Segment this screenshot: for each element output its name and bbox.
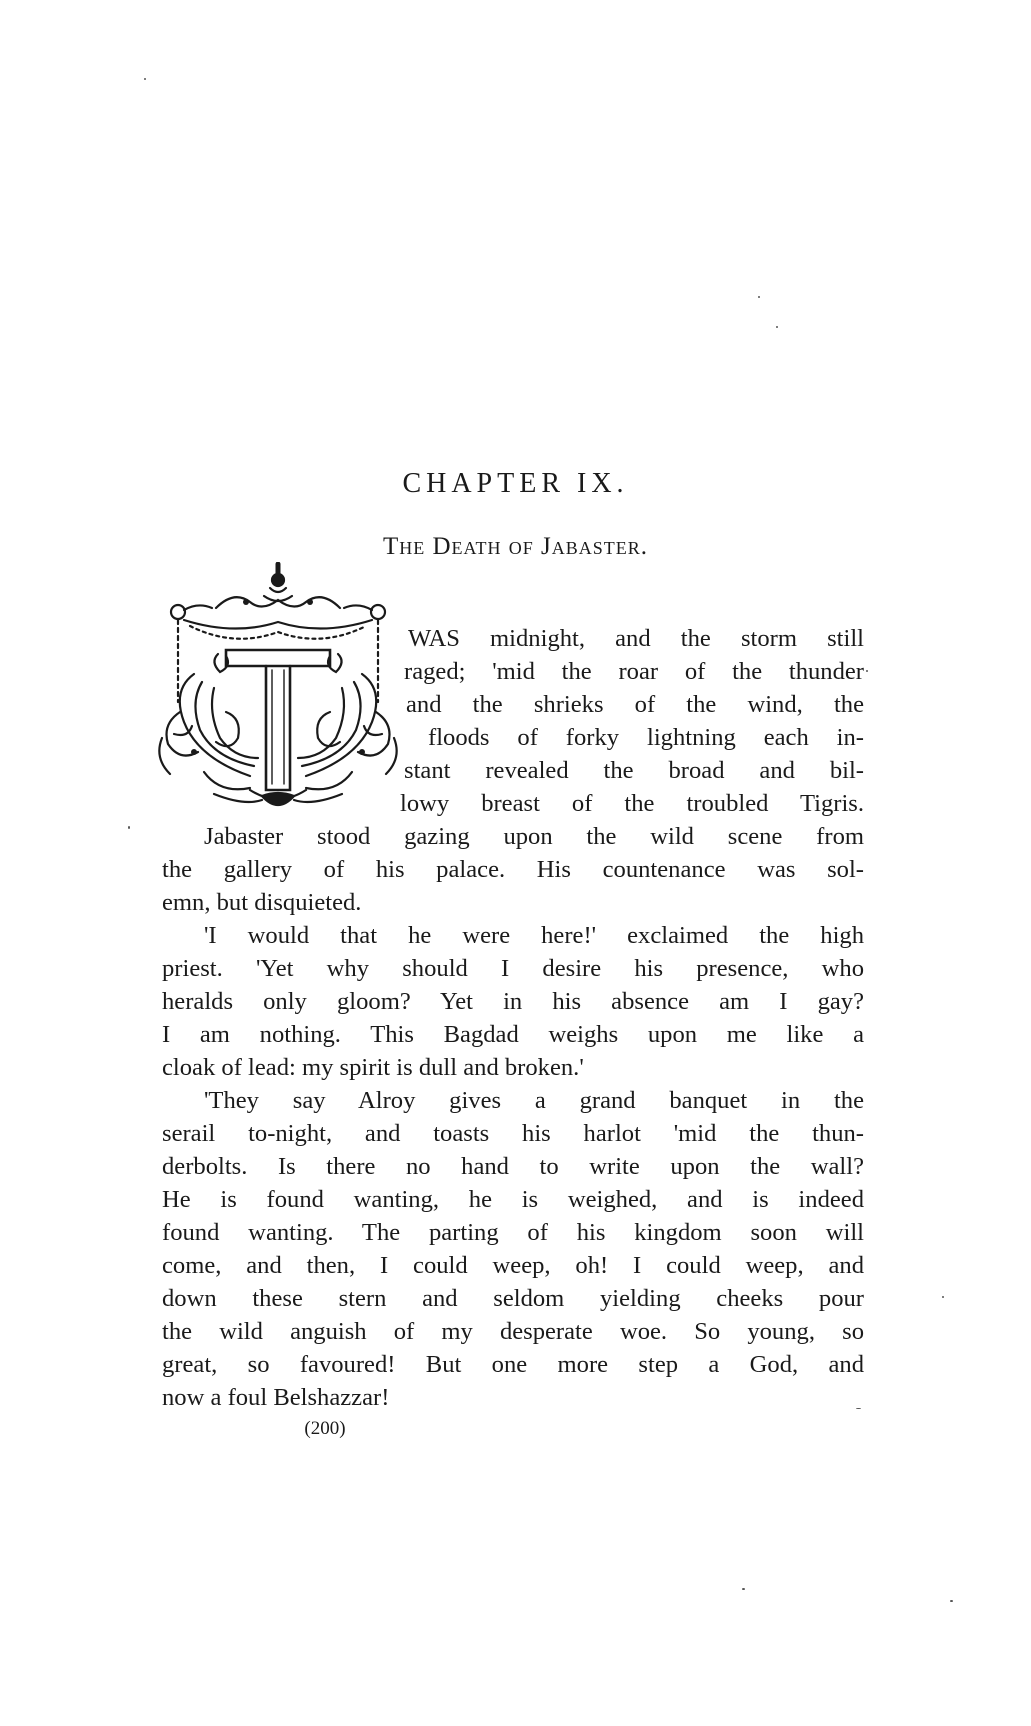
scan-speck <box>128 826 130 829</box>
scan-speck <box>856 1408 861 1409</box>
scan-speck <box>950 1600 953 1602</box>
text-line-17: derbolts. Is there no hand to write upon the wall? <box>162 1153 864 1180</box>
text-line-15: 'They say Alroy gives a grand banquet in the <box>204 1087 864 1114</box>
text-line-5: stant revealed the broad and bil- <box>404 757 864 784</box>
text-line-4: floods of forky lightning each in- <box>428 724 864 751</box>
text-line-1: WAS midnight, and the storm still <box>408 625 864 652</box>
scan-speck <box>742 1588 745 1590</box>
text-line-12: heralds only gloom? Yet in his absence am I gay? <box>162 988 864 1015</box>
scan-speck <box>776 326 778 328</box>
text-line-14: cloak of lead: my spirit is dull and broken.' <box>162 1054 584 1081</box>
text-line-24: now a foul Belshazzar! <box>162 1384 390 1411</box>
chapter-title: The Death of Jabaster. <box>382 533 649 560</box>
scan-speck <box>942 1296 944 1298</box>
ornamental-drop-cap <box>154 562 402 816</box>
text-line-9: emn, but disquieted. <box>162 889 362 916</box>
text-line-8: the gallery of his palace. His countenance was sol- <box>162 856 864 883</box>
scan-speck <box>866 670 868 672</box>
text-line-7: Jabaster stood gazing upon the wild scene from <box>204 823 864 850</box>
text-line-11: priest. 'Yet why should I desire his presence, who <box>162 955 864 982</box>
text-line-16: serail to-night, and toasts his harlot 'mid the thun- <box>162 1120 864 1147</box>
text-line-6: lowy breast of the troubled Tigris. <box>400 790 864 817</box>
text-line-2: raged; 'mid the roar of the thunder <box>404 658 864 685</box>
text-line-19: found wanting. The parting of his kingdom soon will <box>162 1219 864 1246</box>
scan-speck <box>144 78 146 80</box>
text-line-10: 'I would that he were here!' exclaimed the high <box>204 922 864 949</box>
chapter-heading: CHAPTER IX. <box>402 468 629 499</box>
text-line-3: and the shrieks of the wind, the <box>406 691 864 718</box>
text-line-23: great, so favoured! But one more step a God, and <box>162 1351 864 1378</box>
text-line-22: the wild anguish of my desperate woe. So young, so <box>162 1318 864 1345</box>
text-line-21: down these stern and seldom yielding cheeks pour <box>162 1285 864 1312</box>
text-line-18: He is found wanting, he is weighed, and is indeed <box>162 1186 864 1213</box>
scan-speck <box>758 296 760 298</box>
page-number: (200) <box>304 1418 346 1439</box>
text-line-20: come, and then, I could weep, oh! I could weep, and <box>162 1252 864 1279</box>
text-line-13: I am nothing. This Bagdad weighs upon me like a <box>162 1021 864 1048</box>
